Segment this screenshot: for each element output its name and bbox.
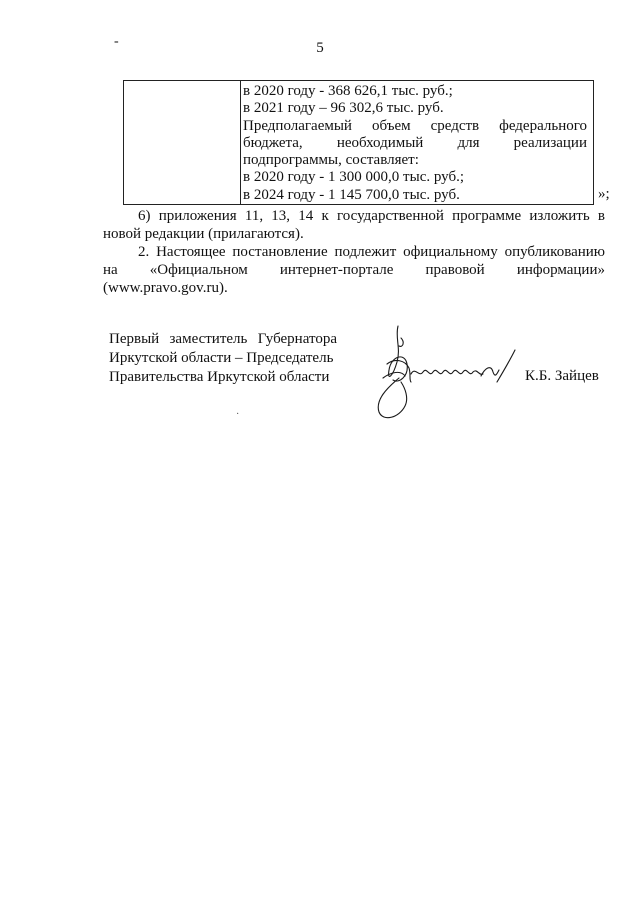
table-line: в 2021 году – 96 302,6 тыс. руб.	[243, 100, 444, 117]
handwritten-signature	[365, 318, 525, 423]
table-line: подпрограммы, составляет:	[243, 152, 419, 169]
paragraph-item-2: 2. Настоящее постановление подлежит официальному опубликованию на «Официальном интернет-портале правовой информации» (www.pravo.gov.ru).	[103, 244, 605, 296]
table-right-cell	[243, 83, 587, 204]
position-line: Первый заместитель Губернатора	[109, 331, 337, 347]
closing-quote: »;	[598, 186, 610, 202]
table-line: в 2020 году - 1 300 000,0 тыс. руб.;	[243, 169, 465, 186]
table-column-divider	[240, 81, 241, 204]
signatory-position	[109, 330, 344, 387]
position-line: Иркутской области – Председатель	[109, 350, 334, 366]
paragraph-item-6: 6) приложения 11, 13, 14 к государственной программе изложить в новой редакции (прилагаются).	[103, 208, 605, 242]
table-line: Предполагаемый объем средств федерального	[243, 117, 587, 134]
budget-table	[123, 80, 594, 205]
position-line: Правительства Иркутской области	[109, 369, 330, 385]
corner-mark: -	[114, 34, 119, 49]
table-line: бюджета, необходимый для реализации	[243, 134, 587, 151]
page-number: 5	[316, 40, 324, 56]
signer-name: К.Б. Зайцев	[525, 368, 599, 384]
table-line: в 2024 году - 1 145 700,0 тыс. руб.	[243, 186, 460, 203]
scan-speck: ·	[236, 409, 240, 420]
table-line: в 2020 году - 368 626,1 тыс. руб.;	[243, 83, 453, 99]
